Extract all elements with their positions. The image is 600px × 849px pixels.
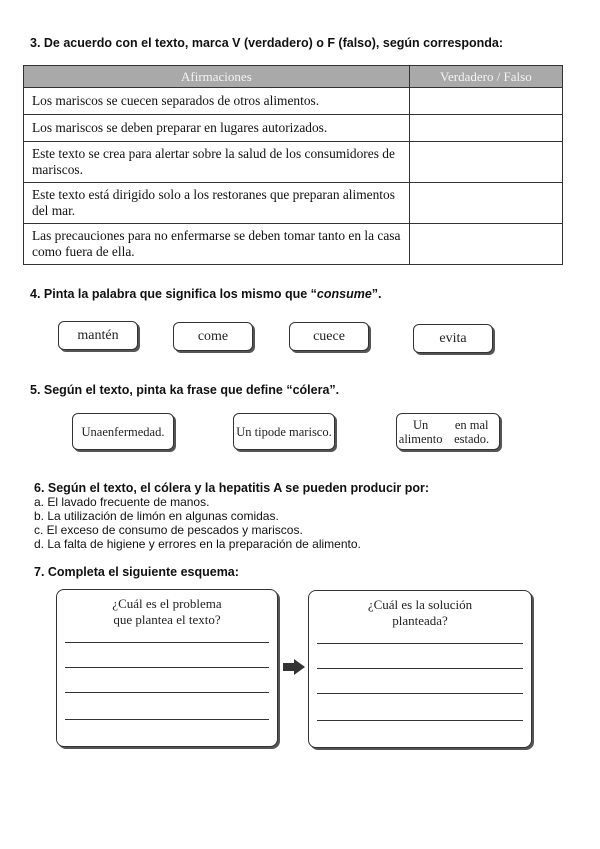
q4-title-word: consume xyxy=(316,287,372,301)
answer-cell[interactable] xyxy=(409,115,562,142)
table-row xyxy=(24,224,563,265)
option-enfermedad[interactable] xyxy=(72,413,174,450)
answer-line[interactable] xyxy=(317,643,523,644)
q7-title: 7. Completa el siguiente esquema: xyxy=(34,565,239,579)
option-evita[interactable]: evita xyxy=(413,324,493,353)
answer-line[interactable] xyxy=(65,642,269,643)
q6-option-b[interactable]: b. La utilización de limón en algunas comidas. xyxy=(34,509,279,523)
statement-cell: Los mariscos se deben preparar en lugares autorizados. xyxy=(24,115,410,142)
option-come[interactable]: come xyxy=(173,322,253,351)
header-affirmations: Afirmaciones xyxy=(24,66,410,88)
prompt-line: que plantea el texto? xyxy=(113,612,221,627)
table-row xyxy=(24,142,563,183)
problem-prompt xyxy=(57,596,277,628)
q4-title xyxy=(30,287,382,301)
option-line: Un alimento xyxy=(398,417,443,446)
statement-cell: Las precauciones para no enfermarse se deben tomar tanto en la casa como fuera de ella. xyxy=(24,224,410,265)
option-line: enfermedad. xyxy=(102,424,165,439)
option-cuece[interactable]: cuece xyxy=(289,322,369,351)
answer-line[interactable] xyxy=(317,668,523,669)
solution-box xyxy=(308,590,532,748)
table-row xyxy=(24,115,563,142)
answer-line[interactable] xyxy=(317,693,523,694)
q6-title: 6. Según el texto, el cólera y la hepatitis A se pueden producir por: xyxy=(34,481,430,495)
q6-option-d[interactable]: d. La falta de higiene y errores en la preparación de alimento. xyxy=(34,537,361,551)
statement-cell: Este texto se crea para alertar sobre la salud de los consumidores de mariscos. xyxy=(24,142,410,183)
option-mantén[interactable]: mantén xyxy=(58,321,138,350)
answer-cell[interactable] xyxy=(409,224,562,265)
answer-line[interactable] xyxy=(65,667,269,668)
option-line: de marisco. xyxy=(274,424,332,439)
prompt-line: ¿Cuál es la solución xyxy=(367,597,473,612)
statement-cell: Este texto está dirigido solo a los restoranes que preparan alimentos del mar. xyxy=(24,183,410,224)
table-row xyxy=(24,88,563,115)
header-true-false: Verdadero / Falso xyxy=(409,66,562,88)
answer-line[interactable] xyxy=(317,720,523,721)
q4-title-pre: 4. Pinta la palabra que significa los mismo que “ xyxy=(30,287,317,301)
q4-title-post: ”. xyxy=(371,287,382,301)
prompt-line: planteada? xyxy=(392,613,448,628)
answer-cell[interactable] xyxy=(409,183,562,224)
statement-cell: Los mariscos se cuecen separados de otros alimentos. xyxy=(24,88,410,115)
option-line: Un tipo xyxy=(236,424,275,439)
option-line: en mal estado. xyxy=(454,417,490,446)
answer-cell[interactable] xyxy=(409,88,562,115)
right-arrow-icon xyxy=(283,659,305,675)
answer-line[interactable] xyxy=(65,692,269,693)
option-marisco[interactable] xyxy=(233,413,335,450)
q6-option-c[interactable]: c. El exceso de consumo de pescados y mariscos. xyxy=(34,523,303,537)
table-row xyxy=(24,183,563,224)
prompt-line: ¿Cuál es el problema xyxy=(112,596,222,611)
q5-title: 5. Según el texto, pinta ka frase que define “cólera”. xyxy=(30,383,340,397)
problem-box xyxy=(56,589,278,747)
answer-line[interactable] xyxy=(65,719,269,720)
solution-prompt xyxy=(309,597,531,629)
option-alimento[interactable] xyxy=(396,413,500,450)
q6-option-a[interactable]: a. El lavado frecuente de manos. xyxy=(34,495,210,509)
q3-title: 3. De acuerdo con el texto, marca V (verdadero) o F (falso), según corresponda: xyxy=(30,36,504,50)
answer-cell[interactable] xyxy=(409,142,562,183)
option-line: Una xyxy=(81,424,103,439)
true-false-table xyxy=(23,65,563,265)
